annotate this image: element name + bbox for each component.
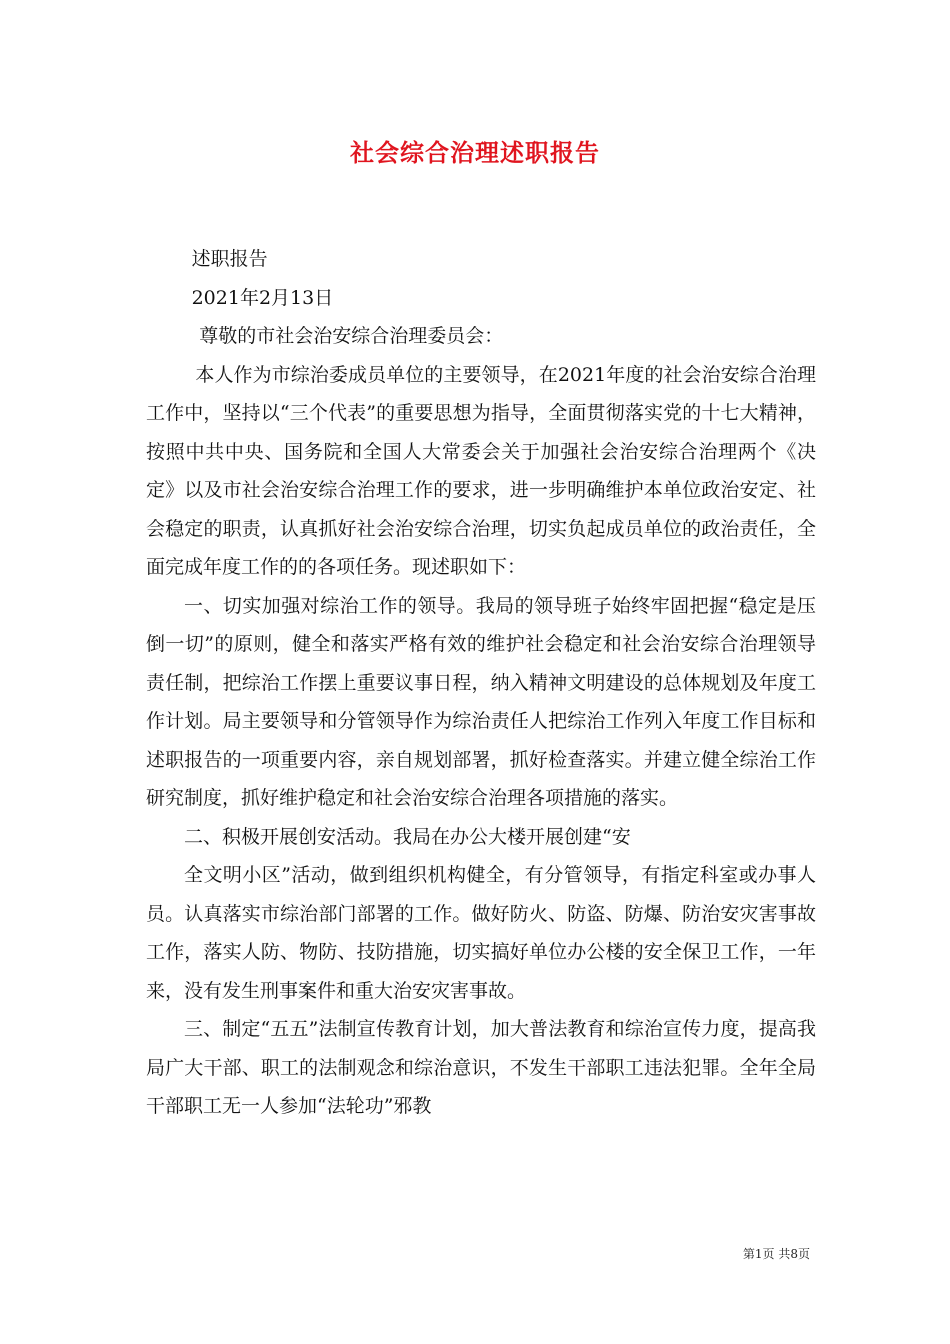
document-title: 社会综合治理述职报告 xyxy=(350,138,600,167)
paragraph-intro: 本人作为市综治委成员单位的主要领导，在2021年度的社会治安综合治理工作中，坚持以“三个代表”的重要思想为指导，全面贯彻落实党的十七大精神，按照中共中央、国务院和全国人大常委会关于加强社会治安综合治理两个《决定》以及市社会治安综合治理工作的要求，进一步明确维护本单位政治安定、社会稳定的职责，认真抓好社会治安综合治理，切实负起成员单位的政治责任，全面完成年度工作的的各项任务。现述职如下： xyxy=(146,363,816,578)
heading-label: 述职报告 xyxy=(191,248,268,270)
report-date: 2021年2月13日 xyxy=(191,286,334,309)
document-body xyxy=(146,240,816,1126)
page-number: 第1页 共8页 xyxy=(742,1247,810,1261)
salutation: 尊敬的市社会治安综合治理委员会： xyxy=(199,325,504,347)
paragraph-section-1: 一、切实加强对综治工作的领导。我局的领导班子始终牢固把握“稳定是压倒一切”的原则，健全和落实严格有效的维护社会稳定和社会治安综合治理领导责任制，把综治工作摆上重要议事日程，纳入精神文明建设的总体规划及年度工作计划。局主要领导和分管领导作为综治责任人把综治工作列入年度工作目标和述职报告的一项重要内容，亲自规划部署，抓好检查落实。并建立健全综治工作研究制度，抓好维护稳定和社会治安综合治理各项措施的落实。 xyxy=(146,594,816,809)
paragraph-section-2-start: 二、积极开展创安活动。我局在办公大楼开展创建“安 xyxy=(184,825,631,848)
paragraph-section-2-cont: 全文明小区”活动，做到组织机构健全，有分管领导，有指定科室或办事人员。认真落实市综治部门部署的工作。做好防火、防盗、防爆、防治安灾害事故工作，落实人防、物防、技防措施，切实搞好单位办公楼的安全保卫工作，一年来，没有发生刑事案件和重大治安灾害事故。 xyxy=(146,864,816,1002)
paragraph-section-3: 三、制定“五五”法制宣传教育计划，加大普法教育和综治宣传力度，提高我局广大干部、职工的法制观念和综治意识，不发生干部职工违法犯罪。全年全局干部职工无一人参加“法轮功”邪教 xyxy=(146,1018,816,1117)
